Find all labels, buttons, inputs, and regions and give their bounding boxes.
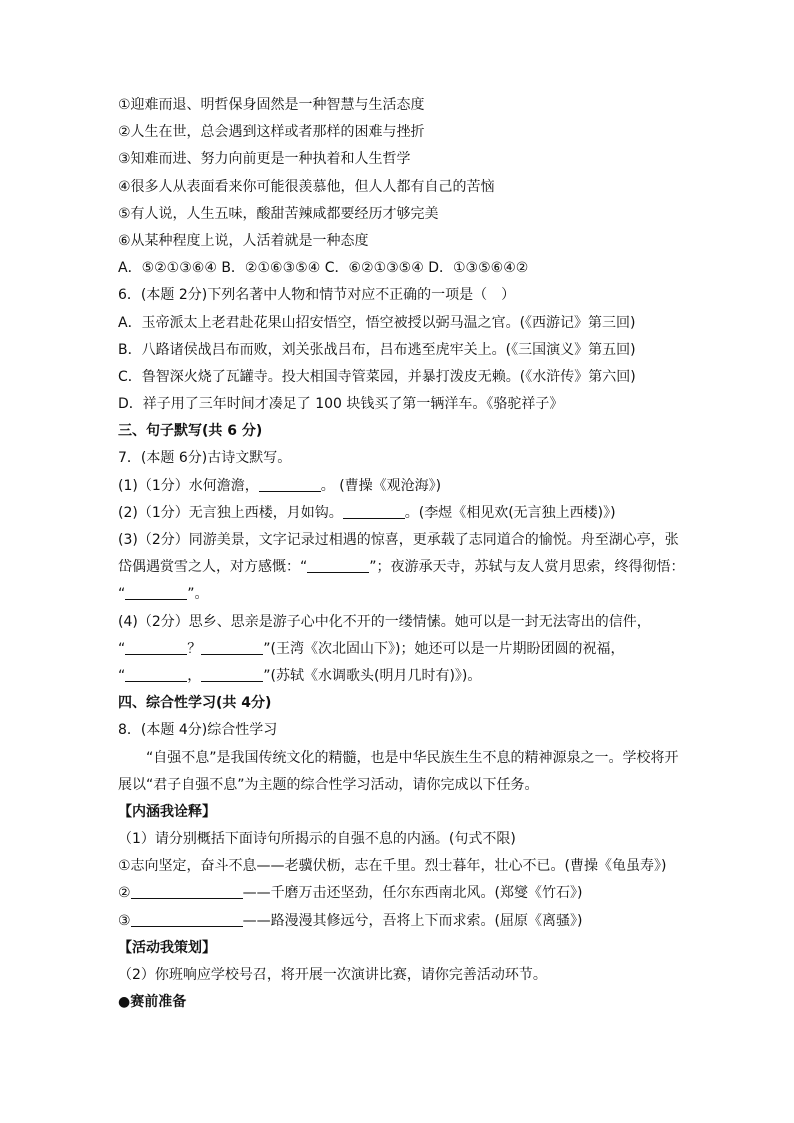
worksheet-page — [118, 92, 688, 1016]
q6-choice-b: B．八路诸侯战吕布而败，刘关张战吕布，吕布逃至虎牢关上。(《三国演义》第五回) — [118, 341, 636, 358]
answer-blank[interactable] — [201, 667, 263, 682]
option-3: ③知难而进、努力向前更是一种执着和人生哲学 — [118, 151, 411, 168]
q7-part-3-line-2: 岱偶遇赏雪之人，对方感慨：“ ”；夜游承天寺，苏轼与友人赏月思索，终得彻悟： — [118, 559, 685, 576]
section-4-heading: 四、综合性学习(共 4分) — [118, 695, 272, 712]
part-1-item-2: ② ——千磨万击还坚劲，任尔东西南北风。(郑燮《竹石》) — [118, 885, 583, 902]
answer-blank[interactable] — [343, 504, 405, 519]
q6-stem: 6．(本题 2分)下列名著中人物和情节对应不正确的一项是（ ） — [118, 287, 516, 304]
q7-part-1: (1)（1分）水何澹澹， 。 (曹操《观沧海》) — [118, 477, 442, 494]
answer-blank[interactable] — [131, 884, 243, 899]
q7-part-3-line-3: “ ”。 — [118, 586, 209, 603]
part-1-item-1: ①志向坚定，奋斗不息——老骥伏枥，志在千里。烈士暮年，壮心不已。(曹操《龟虽寿》) — [118, 858, 667, 875]
option-2: ②人生在世，总会遇到这样或者那样的困难与挫折 — [118, 124, 425, 141]
option-5: ⑤有人说，人生五味，酸甜苦辣咸都要经历才够完美 — [118, 205, 439, 222]
answer-blank[interactable] — [307, 558, 369, 573]
q6-choice-a: A．玉帝派太上老君赴花果山招安悟空，悟空被授以弼马温之官。(《西游记》第三回) — [118, 314, 636, 331]
answer-blank[interactable] — [125, 585, 187, 600]
order-choices: A．⑤②①③⑥④ B．②①⑥③⑤④ C．⑥②①③⑤④ D．①③⑤⑥④② — [118, 260, 529, 277]
prep-heading: ●赛前准备 — [118, 994, 187, 1011]
q8-stem: 8．(本题 4分)综合性学习 — [118, 722, 278, 739]
q7-part-4-line-1: (4)（2分）思乡、思亲是游子心中化不开的一缕情愫。她可以是一封无法寄出的信件， — [118, 613, 651, 630]
option-4: ④很多人从表面看来你可能很羡慕他，但人人都有自己的苦恼 — [118, 178, 495, 195]
option-6: ⑥从某种程度上说，人活着就是一种态度 — [118, 232, 369, 249]
option-1: ①迎难而退、明哲保身固然是一种智慧与生活态度 — [118, 97, 425, 113]
q7-part-4-line-2: “ ？ ”(王湾《次北固山下》)；她还可以是一片期盼团圆的祝福， — [118, 640, 625, 657]
q8-intro-line-1: “自强不息”是我国传统文化的精髓，也是中华民族生生不息的精神源泉之一。学校将开 — [146, 749, 679, 766]
part-1-question: （1）请分别概括下面诗句所揭示的自强不息的内涵。(句式不限) — [118, 831, 516, 848]
q8-intro-line-2: 展以“君子自强不息”为主题的综合性学习活动，请你完成以下任务。 — [118, 776, 539, 793]
answer-blank[interactable] — [259, 477, 321, 492]
q6-choice-d: D．祥子用了三年时间才凑足了 100 块钱买了第一辆洋车。《骆驼祥子》 — [118, 396, 564, 413]
answer-blank[interactable] — [125, 640, 187, 655]
q7-stem: 7．(本题 6分)古诗文默写。 — [118, 450, 292, 467]
part-1-title: 【内涵我诠释】 — [118, 803, 216, 820]
q6-choice-c: C．鲁智深火烧了瓦罐寺。投大相国寺管菜园，并暴打泼皮无赖。(《水浒传》第六回) — [118, 368, 636, 385]
q7-part-2: (2)（1分）无言独上西楼，月如钩。 。(李煜《相见欢(无言独上西楼)》) — [118, 504, 616, 521]
q7-part-4-line-3: “ ， ”(苏轼《水调歌头(明月几时有)》)。 — [118, 667, 482, 684]
answer-blank[interactable] — [131, 912, 243, 927]
q7-part-3-line-1: (3)（2分）同游美景，文字记录过相遇的惊喜，更承载了志同道合的愉悦。舟至湖心亭，张 — [118, 532, 679, 548]
part-2-title: 【活动我策划】 — [118, 939, 216, 956]
answer-blank[interactable] — [201, 640, 263, 655]
part-2-question: （2）你班响应学校号召，将开展一次演讲比赛，请你完善活动环节。 — [118, 967, 547, 983]
section-3-heading: 三、句子默写(共 6 分) — [118, 423, 263, 440]
part-1-item-3: ③ ——路漫漫其修远兮，吾将上下而求索。(屈原《离骚》) — [118, 912, 583, 929]
answer-blank[interactable] — [125, 667, 187, 682]
